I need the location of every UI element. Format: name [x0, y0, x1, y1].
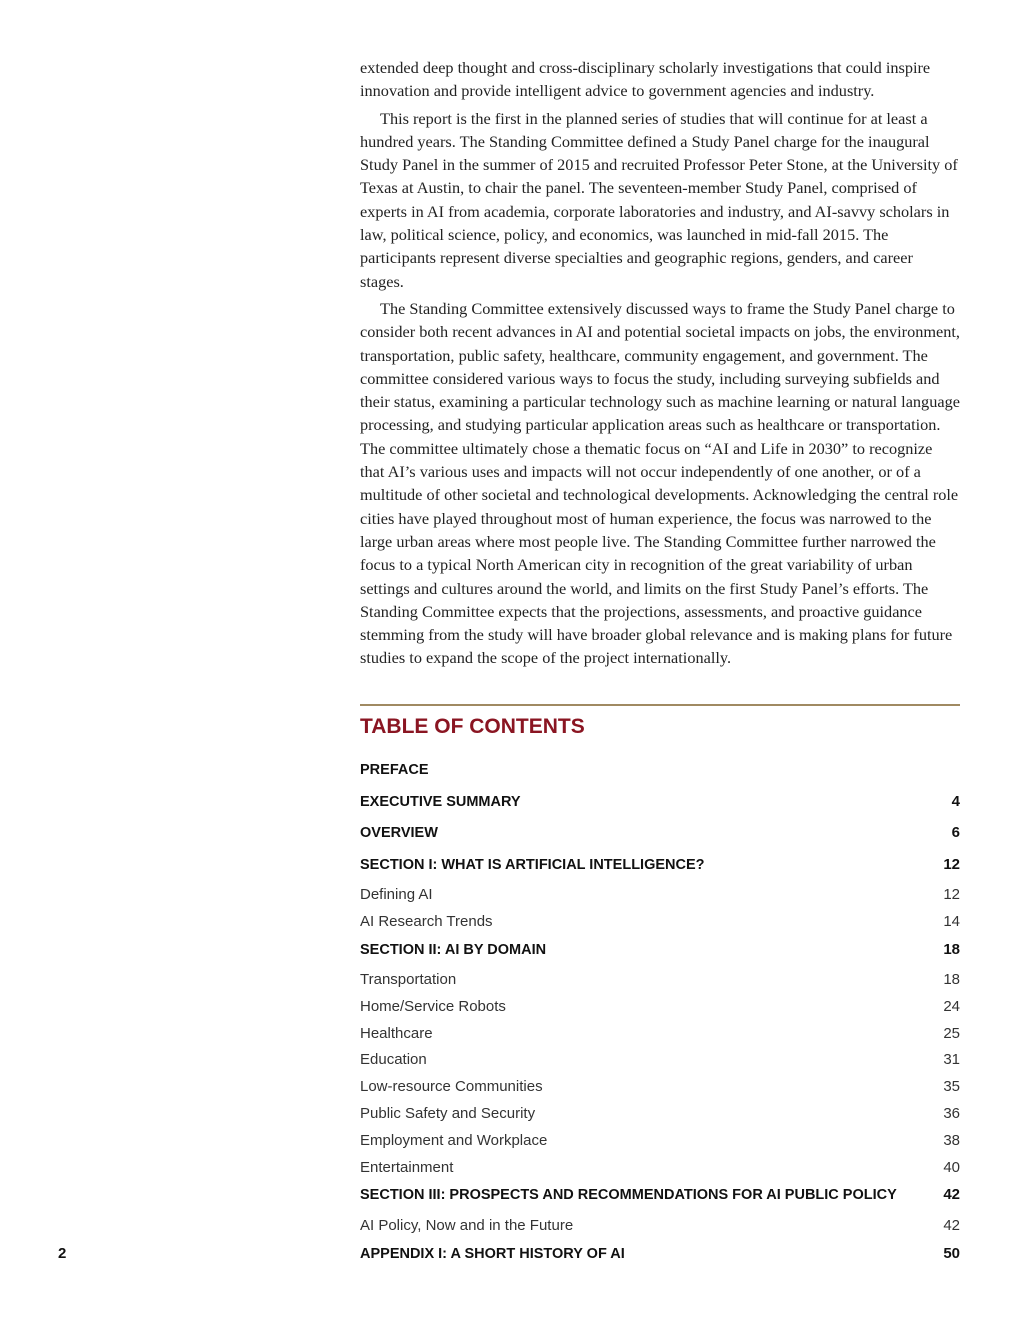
toc-entry-overview[interactable]	[360, 819, 960, 851]
toc-entry-label: Home/Service Robots	[360, 997, 506, 1015]
toc-entry-ai-research-trends[interactable]	[360, 909, 960, 936]
toc-entry-page: 18	[943, 940, 960, 958]
toc-entry-page: 31	[943, 1051, 960, 1069]
toc-entry-page: 40	[943, 1158, 960, 1176]
toc-entry-label: Entertainment	[360, 1158, 454, 1176]
toc-entry-page: 6	[951, 824, 960, 841]
toc-entry-label: Low-resource Communities	[360, 1078, 543, 1096]
toc-entry-label: Education	[360, 1051, 427, 1069]
toc-entry-section-3[interactable]	[360, 1181, 960, 1213]
toc-entry-page: 4	[951, 792, 960, 810]
toc-entry-page: 14	[943, 912, 960, 930]
toc-entry-label: Employment and Workplace	[360, 1131, 548, 1149]
toc-entry-transportation[interactable]	[360, 967, 960, 994]
toc-entry-page: 25	[943, 1024, 960, 1042]
toc-entry-page: 24	[943, 997, 960, 1015]
toc-entry-label: Defining AI	[360, 886, 433, 903]
toc-entry-page: 36	[943, 1105, 960, 1123]
toc-entry-preface[interactable]	[360, 756, 960, 788]
toc-entry-education[interactable]	[360, 1047, 960, 1074]
toc-entry-ai-policy[interactable]	[360, 1213, 960, 1240]
toc-entry-page: 12	[943, 886, 960, 903]
paragraph-study-focus: The Standing Committee extensively discussed ways to frame the Study Panel charge to consider both recent advances in AI and potential societal impacts on jobs, the environment, transportation, public safety, healthcare, community engagement, and government. The committee considered various ways to focus the study, including surveying subfields and their status, examining a particular technology such as machine learning or natural language processing, and studying particular application areas such as healthcare or transportation. The committee ultimately chose a thematic focus on “AI and Life in 2030” to recognize that AI’s various uses and impacts will not occur independently of one another, or of a multitude of other societal and technological developments. Acknowledging the central role cities have played throughout most of human experience, the focus was narrowed to the large urban areas where most people live. The Standing Committee further narrowed the focus to a typical North American city in recognition of the great variability of urban settings and cultures around the world, and limits on the first Study Panel’s efforts. The Standing Committee expects that the projections, assessments, and proactive guidance stemming from the study will have broader global relevance and is making plans for future studies to expand the scope of the project internationally.	[360, 298, 960, 668]
toc-entry-label: SECTION III: PROSPECTS AND RECOMMENDATIONS FOR AI PUBLIC POLICY	[360, 1187, 897, 1204]
toc-entry-page: 42	[943, 1216, 960, 1234]
section-divider	[360, 704, 960, 706]
toc-entry-label: AI Policy, Now and in the Future	[360, 1216, 574, 1234]
table-of-contents	[360, 756, 960, 1271]
toc-entry-label: APPENDIX I: A SHORT HISTORY OF AI	[360, 1245, 625, 1262]
toc-entry-page: 18	[943, 971, 960, 989]
toc-entry-defining-ai[interactable]	[360, 882, 960, 909]
toc-entry-page: 50	[943, 1244, 960, 1262]
body-text	[360, 56, 960, 674]
page-number: 2	[58, 1245, 67, 1262]
toc-entry-label: Transportation	[360, 971, 457, 989]
toc-entry-page: 12	[943, 855, 960, 873]
toc-entry-page: 42	[943, 1186, 960, 1204]
toc-entry-label: SECTION I: WHAT IS ARTIFICIAL INTELLIGENCE?	[360, 856, 705, 873]
toc-entry-page: 35	[943, 1078, 960, 1096]
toc-entry-label: Healthcare	[360, 1024, 433, 1042]
paragraph-continuation: extended deep thought and cross-disciplinary scholarly investigations that could inspire innovation and provide intelligent advice to government agencies and industry.	[360, 58, 931, 101]
toc-entry-home-service-robots[interactable]	[360, 994, 960, 1021]
toc-entry-entertainment[interactable]	[360, 1155, 960, 1182]
toc-entry-section-2[interactable]	[360, 936, 960, 968]
toc-entry-appendix-1[interactable]	[360, 1240, 960, 1272]
paragraph-report-series: This report is the first in the planned series of studies that will continue for at least a hundred years. The Standing Committee defined a Study Panel charge for the inaugural Study Panel in the summer of 2015 and recruited Professor Peter Stone, at the University of Texas at Austin, to chair the panel. The seventeen-member Study Panel, comprised of experts in AI from academia, corporate laboratories and industry, and AI-savvy scholars in law, political science, policy, and economics, was launched in mid-fall 2015. The participants represent diverse specialties and geographic regions, genders, and career stages.	[360, 108, 958, 291]
toc-entry-executive-summary[interactable]	[360, 788, 960, 820]
toc-entry-label: EXECUTIVE SUMMARY	[360, 793, 521, 810]
toc-entry-label: OVERVIEW	[360, 825, 438, 841]
toc-entry-public-safety[interactable]	[360, 1101, 960, 1128]
toc-entry-section-1[interactable]	[360, 851, 960, 883]
toc-title: TABLE OF CONTENTS	[360, 715, 585, 738]
toc-entry-page: 38	[943, 1131, 960, 1149]
toc-entry-label: AI Research Trends	[360, 912, 493, 930]
toc-entry-low-resource-communities[interactable]	[360, 1074, 960, 1101]
toc-entry-label: PREFACE	[360, 762, 429, 778]
toc-entry-employment[interactable]	[360, 1128, 960, 1155]
toc-entry-label: SECTION II: AI BY DOMAIN	[360, 941, 547, 958]
toc-entry-label: Public Safety and Security	[360, 1105, 536, 1123]
toc-entry-healthcare[interactable]	[360, 1021, 960, 1048]
